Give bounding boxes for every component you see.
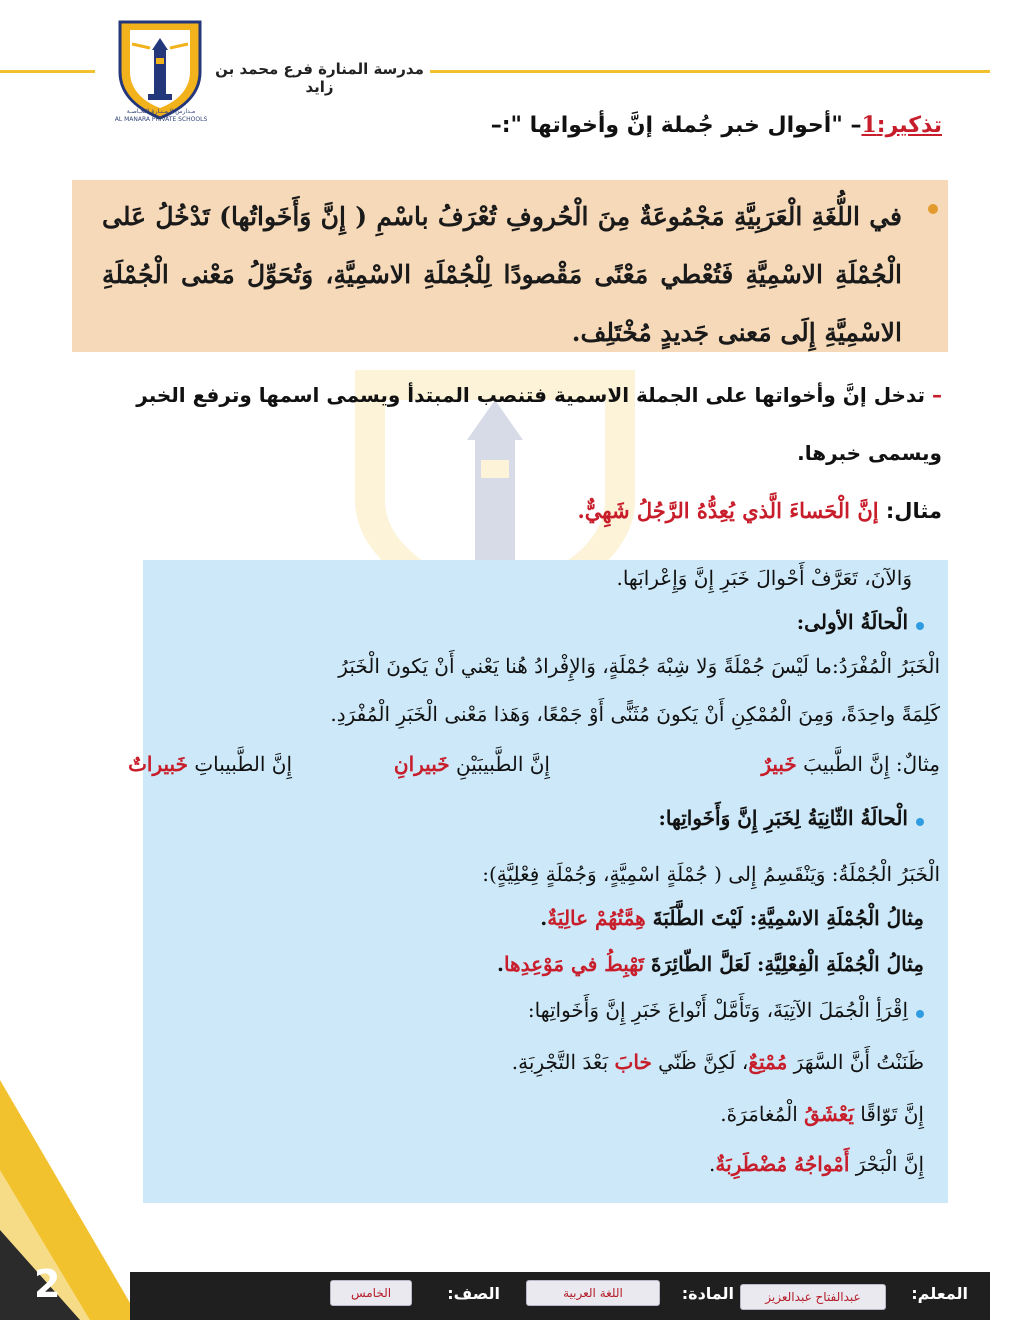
sentence-3-predicate: أَمْواجُهُ مُضْطَرِبَةٌ	[715, 1152, 850, 1176]
case2-example-verbal-text: مِثالُ الْجُمْلَةِ الْفِعْلِيَّةِ: لَعَلَّ الطّائِرَةَ	[651, 952, 924, 976]
subject-field[interactable]: اللغة العربية	[526, 1280, 660, 1306]
bullet-dot	[928, 204, 938, 214]
definition-text: في اللُّغَةِ الْعَرَبِيَّةِ مَجْمُوعَةٌ مِنَ الْحُروفِ تُعْرَفُ باسْمِ ( إِنَّ وَأَخَواتُها) تَدْخُلُ عَلى الْجُمْلَةِ الاسْمِيَّةِ فَتُعْطي مَعْنًى مَقْصودًا لِلْجُمْلَةِ الاسْمِيَّةِ، وَتُحَوِّلُ مَعْنى الْجُمْلَةِ الاسْمِيَّةِ إِلَى مَعنى جَديدٍ مُخْتَلِف.	[102, 202, 902, 347]
bullet-dot	[916, 818, 924, 826]
bullet-dot	[916, 622, 924, 630]
case1-example-label: مِثالٌ:	[895, 752, 940, 776]
sentence-2	[720, 1102, 924, 1126]
sentence-1-predicate: مُمْتِعٌ	[748, 1050, 788, 1074]
sentence-2-part-a: إِنَّ تَوّاقًا	[860, 1102, 924, 1126]
case2-example-nominal	[540, 906, 924, 930]
read-instruction: اِقْرَأِ الْجُمَلَ الآتِيَةَ، وَتَأَمَّلْ أَنْواعَ خَبَرِ إِنَّ وَأَخَواتِها:	[527, 998, 908, 1022]
sentence-1-part-e: بَعْدَ التَّجْرِبَةِ.	[511, 1050, 609, 1074]
case1-title: الْحالَةُ الأولى:	[796, 610, 908, 634]
example-line	[577, 498, 942, 523]
page-number: 2	[34, 1262, 61, 1306]
sentence-2-predicate: يَعْشَقُ	[804, 1102, 854, 1126]
teacher-field[interactable]: عبدالفتاح عبدالعزيز	[740, 1284, 886, 1310]
case2-example-nominal-text: مِثالُ الْجُمْلَةِ الاسْمِيَّةِ: لَيْتَ الطَّلَبَةَ	[652, 906, 924, 930]
school-name: مدرسة المنارة فرع محمد بن زايد	[215, 60, 424, 96]
sentence-1	[512, 1050, 924, 1074]
sentence-3-part-a: إِنَّ الْبَحْرَ	[855, 1152, 924, 1176]
logo-caption-en: AL MANARA PRIVATE SCHOOLS	[114, 116, 208, 123]
example-sentence: إنَّ الْحَساءَ الَّذي يُعِدُّهُ الرَّجُلُ شَهِيٌّ.	[577, 498, 879, 523]
intro-text: تدخل إنَّ وأخواتها على الجملة الاسمية فتنصب المبتدأ ويسمى اسمها وترفع الخبر ويسمى خبرها.	[136, 383, 942, 465]
case1-example-2-subject: إِنَّ الطَّبيبَيْنِ	[455, 752, 550, 776]
corner-decoration	[0, 1060, 140, 1320]
example-label: مثال:	[885, 499, 942, 523]
title-text: – "أحوال خبر جُملة إنَّ وأخواتها ":–	[490, 113, 862, 138]
case1-example-1	[761, 752, 940, 776]
intro-line: وَالآنَ، تَعَرَّفْ أَحْوالَ خَبَرِ إِنَّ وَإِعْرابَها.	[616, 566, 912, 590]
period: .	[540, 906, 548, 930]
case1-example-3	[128, 752, 292, 776]
class-field[interactable]: الخامس	[330, 1280, 412, 1306]
header-rule-right	[430, 70, 990, 73]
sentence-1-part-a: ظَنَنْتُ أَنَّ السَّهَرَ	[793, 1050, 924, 1074]
sentence-3	[709, 1152, 924, 1176]
period: .	[709, 1152, 716, 1176]
sentence-2-part-c: الْمُغامَرَةَ.	[720, 1102, 798, 1126]
class-label: الصف:	[447, 1284, 500, 1303]
case1-definition-2: كَلِمَةً واحِدَةً، وَمِنَ الْمُمْكِنِ أَنْ يَكونَ مُثَنًّى أَوْ جَمْعًا، وَهَذا مَعْنى الْخَبَرِ الْمُفْرَدِ.	[330, 702, 940, 726]
header-rule-left	[0, 70, 95, 73]
case1-definition-1: الْخَبَرُ الْمُفْرَدُ:ما لَيْسَ جُمْلَةً وَلا شِبْهَ جُمْلَةٍ، وَالإِفْرادُ هُنا يَعْني أَنْ يَكونَ الْخَبَرُ	[338, 654, 940, 678]
case1-example-2	[394, 752, 550, 776]
title-number: 1	[861, 112, 877, 138]
school-logo	[110, 14, 210, 122]
teacher-label: المعلم:	[911, 1284, 968, 1303]
subject-label: المادة:	[681, 1284, 734, 1303]
case1-example-1-predicate: خَبيرٌ	[761, 752, 797, 776]
page-title	[491, 112, 942, 138]
case1-example-2-predicate: خَبيرانِ	[393, 752, 450, 776]
intro-dash: –	[932, 383, 942, 407]
case1-example-3-subject: إِنَّ الطَّبيباتِ	[194, 752, 292, 776]
logo-caption	[96, 108, 226, 124]
sentence-1-part-c: ، لَكِنَّ ظَنّي	[658, 1050, 749, 1074]
logo-caption-ar: مـدارس الـمـنـارة الـخـاصـة	[126, 108, 196, 115]
case1-example-1-subject: إِنَّ الطَّبيبَ	[803, 752, 890, 776]
case1-example-3-predicate: خَبيراتٌ	[128, 752, 188, 776]
case2-example-nominal-predicate: هِمَّتُهُمْ عالِيَةٌ	[547, 906, 646, 930]
case2-example-verbal-predicate: تَهْبِطُ في مَوْعِدِها	[503, 952, 645, 976]
title-label: تذكير:	[876, 113, 942, 138]
case2-definition: الْخَبَرُ الْجُمْلَةُ: وَيَنْقَسِمُ إِلى ( جُمْلَةٍ اسْمِيَّةٍ، وَجُمْلَةٍ فِعْلِيَّةٍ):	[482, 862, 940, 886]
sentence-1-predicate-2: خابَ	[614, 1050, 652, 1074]
case2-title: الْحالَةُ الثّانِيَةُ لِخَبَرِ إِنَّ وَأَخَواتِها:	[658, 806, 908, 830]
case2-example-verbal	[497, 952, 924, 976]
bullet-dot	[916, 1010, 924, 1018]
period: .	[496, 952, 504, 976]
intro-paragraph	[102, 366, 942, 482]
